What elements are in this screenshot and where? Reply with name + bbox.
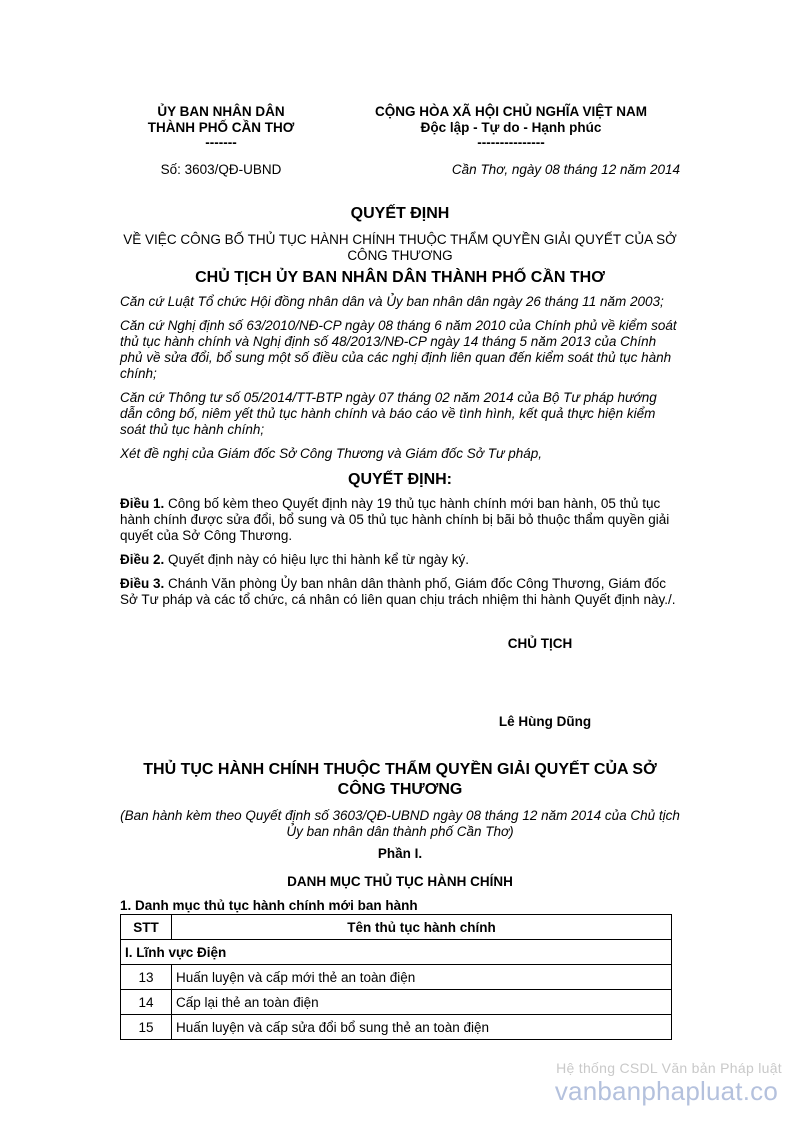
- header-procedure-name: Tên thủ tục hành chính: [172, 915, 672, 940]
- agency-line-2: THÀNH PHỐ CẦN THƠ: [147, 120, 295, 135]
- national-motto-block: [342, 104, 680, 177]
- table-row: [121, 990, 672, 1015]
- decision-subtitle: VỀ VIỆC CÔNG BỐ THỦ TỤC HÀNH CHÍNH THUỘC THẨM QUYỀN GIẢI QUYẾT CỦA SỞ CÔNG THƯƠNG: [123, 232, 677, 263]
- decides-heading: QUYẾT ĐỊNH:: [348, 471, 452, 488]
- document-number: Số: 3603/QĐ-UBND: [160, 162, 282, 177]
- country-name: CỘNG HÒA XÃ HỘI CHỦ NGHĨA VIỆT NAM: [374, 104, 647, 119]
- legal-basis-3: Căn cứ Thông tư số 05/2014/TT-BTP ngày 07 tháng 02 năm 2014 của Bộ Tư pháp hướng dẫn công bố, niêm yết thủ tục hành chính và báo cáo về tình hình, kết quả thực hiện kiểm soát thủ tục hành chính;: [120, 390, 657, 437]
- part-heading: Phần I.: [377, 846, 423, 861]
- proposal-basis: Xét đề nghị của Giám đốc Sở Công Thương và Giám đốc Sở Tư pháp,: [120, 446, 543, 461]
- article-1: [120, 496, 680, 544]
- agency-divider: -------: [205, 135, 237, 150]
- table-row: [121, 1015, 672, 1040]
- table-header-row: [121, 915, 672, 940]
- table-row: [121, 965, 672, 990]
- article-2-text: Quyết định này có hiệu lực thi hành kể từ ngày ký.: [164, 552, 470, 567]
- decision-body: [120, 204, 680, 616]
- motto: Độc lập - Tự do - Hạnh phúc: [420, 120, 602, 135]
- authority-title: CHỦ TỊCH ỦY BAN NHÂN DÂN THÀNH PHỐ CẦN THƠ: [195, 269, 605, 286]
- article-2-label: Điều 2.: [120, 552, 165, 567]
- row-name: Huấn luyện và cấp sửa đổi bổ sung thẻ an toàn điện: [172, 1015, 672, 1040]
- watermark-line-1: Hệ thống CSDL Văn bản Pháp luật: [556, 1060, 782, 1076]
- row-name: Huấn luyện và cấp mới thẻ an toàn điện: [172, 965, 672, 990]
- list-title: DANH MỤC THỦ TỤC HÀNH CHÍNH: [287, 874, 513, 889]
- article-3: [120, 576, 680, 608]
- watermark-line-2: vanbanphapluat.co: [554, 1076, 778, 1106]
- article-3-label: Điều 3.: [120, 576, 165, 591]
- signer-name: Lê Hùng Dũng: [498, 714, 592, 729]
- row-stt: 14: [121, 990, 172, 1015]
- document-date: Cần Thơ, ngày 08 tháng 12 năm 2014: [451, 162, 680, 177]
- row-stt: 13: [121, 965, 172, 990]
- agency-line-1: ỦY BAN NHÂN DÂN: [157, 104, 285, 119]
- issuing-agency-block: [120, 104, 322, 177]
- motto-divider: ---------------: [477, 135, 545, 150]
- legal-basis-1: Căn cứ Luật Tổ chức Hội đồng nhân dân và Ủy ban nhân dân ngày 26 tháng 11 năm 2003;: [120, 294, 664, 309]
- article-1-label: Điều 1.: [120, 496, 165, 511]
- signer-position: CHỦ TỊCH: [507, 636, 573, 651]
- table-group-row: [121, 940, 672, 965]
- decision-title: QUYẾT ĐỊNH: [350, 205, 450, 222]
- legal-basis-2: Căn cứ Nghị định số 63/2010/NĐ-CP ngày 08 tháng 6 năm 2010 của Chính phủ về kiểm soát thủ tục hành chính và Nghị định số 48/2013/NĐ-CP ngày 14 tháng 5 năm 2013 của Chính phủ về sửa đổi, bổ sung một số điều của các nghị định liên quan đến kiểm soát thủ tục hành chính;: [120, 318, 677, 381]
- row-stt: 15: [121, 1015, 172, 1040]
- article-2: [120, 552, 680, 568]
- row-name: Cấp lại thẻ an toàn điện: [172, 990, 672, 1015]
- header-stt: STT: [121, 915, 172, 940]
- annex-title: THỦ TỤC HÀNH CHÍNH THUỘC THẨM QUYỀN GIẢI QUYẾT CỦA SỞ CÔNG THƯƠNG: [143, 761, 657, 798]
- annex-note: (Ban hành kèm theo Quyết định số 3603/QĐ-UBND ngày 08 tháng 12 năm 2014 của Chủ tịch Ủy ban nhân dân thành phố Cần Thơ): [120, 808, 680, 839]
- group-label: I. Lĩnh vực Điện: [121, 940, 672, 965]
- article-1-text: Công bố kèm theo Quyết định này 19 thủ tục hành chính mới ban hành, 05 thủ tục hành chính được sửa đổi, bổ sung và 05 thủ tục hành chính bị bãi bỏ thuộc thẩm quyền giải quyết của Sở Công Thương.: [120, 496, 670, 543]
- section-title: 1. Danh mục thủ tục hành chính mới ban hành: [120, 898, 418, 913]
- procedures-table: [120, 914, 672, 1040]
- annex-section: [120, 760, 680, 1040]
- article-3-text: Chánh Văn phòng Ủy ban nhân dân thành phố, Giám đốc Công Thương, Giám đốc Sở Tư pháp và các tổ chức, cá nhân có liên quan chịu trách nhiệm thi hành Quyết định này./.: [120, 576, 676, 607]
